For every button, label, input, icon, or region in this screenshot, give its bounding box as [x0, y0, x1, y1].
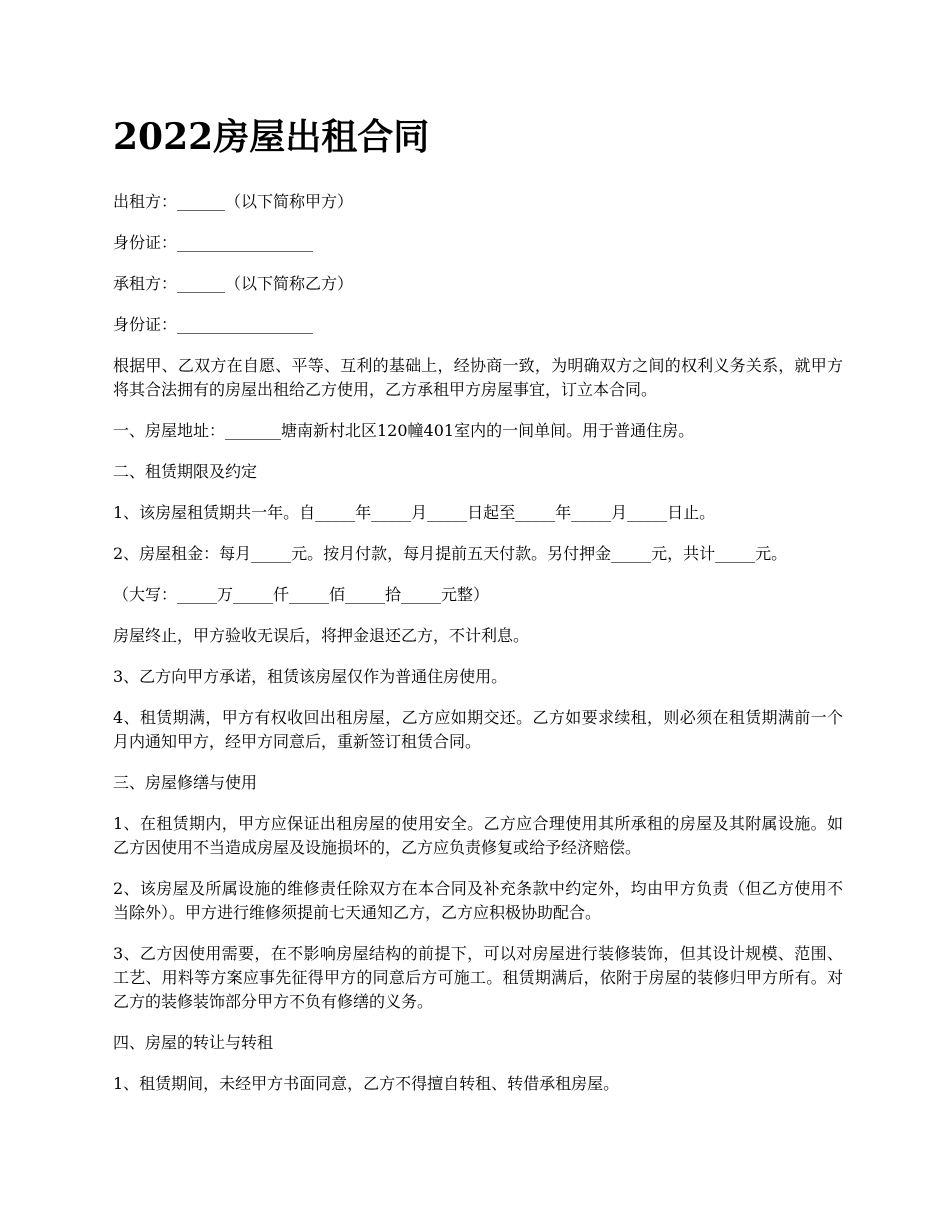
- deposit-return: 房屋终止，甲方验收无误后，将押金退还乙方，不计利息。: [113, 626, 530, 645]
- section-2-heading: 二、租赁期限及约定: [113, 462, 258, 481]
- lessor-line: 出租方：______（以下简称甲方）: [113, 192, 354, 211]
- clause-3-2-maintenance: 2、该房屋及所属设施的维修责任除双方在本合同及补充条款中约定外，均由甲方负责（但乙方使用不当除外）。甲方进行维修须提前七天通知乙方，乙方应积极协助配合。: [113, 879, 843, 922]
- clause-3-3-decoration: 3、乙方因使用需要，在不影响房屋结构的前提下，可以对房屋进行装修装饰，但其设计规模、范围、工艺、用料等方案应事先征得甲方的同意后方可施工。租赁期满后，依附于房屋的装修归甲方所有。对乙方的装修装饰部分甲方不负有修缮的义务。: [113, 944, 843, 1011]
- preamble-paragraph: 根据甲、乙双方在自愿、平等、互利的基础上，经协商一致，为明确双方之间的权利义务关系，就甲方将其合法拥有的房屋出租给乙方使用，乙方承租甲方房屋事宜，订立本合同。: [113, 356, 843, 399]
- section-1-address: 一、房屋地址：_______塘南新村北区120幢401室内的一间单间。用于普通住房。: [113, 421, 695, 440]
- section-3-heading: 三、房屋修缮与使用: [113, 773, 258, 792]
- document-page: [113, 112, 843, 1113]
- document-title: 2022房屋出租合同: [113, 116, 430, 158]
- clause-2-4-renewal: 4、租赁期满，甲方有权收回出租房屋，乙方应如期交还。乙方如要求续租，则必须在租赁期满前一个月内通知甲方，经甲方同意后，重新签订租赁合同。: [113, 708, 843, 751]
- lessee-line: 承租方：______（以下简称乙方）: [113, 274, 354, 293]
- clause-2-2-rent: 2、房屋租金：每月_____元。按月付款，每月提前五天付款。另付押金_____元，共计_____元。: [113, 544, 788, 563]
- clause-2-1-term: 1、该房屋租赁期共一年。自_____年_____月_____日起至_____年_____月_____日止。: [113, 503, 716, 522]
- clause-2-3-usage: 3、乙方向甲方承诺，租赁该房屋仅作为普通住房使用。: [113, 667, 508, 686]
- lessee-id-line: 身份证：_________________: [113, 315, 314, 334]
- section-4-heading: 四、房屋的转让与转租: [113, 1033, 274, 1052]
- lessor-id-line: 身份证：_________________: [113, 233, 314, 252]
- clause-3-1-safety: 1、在租赁期内，甲方应保证出租房屋的使用安全。乙方应合理使用其所承租的房屋及其附属设施。如乙方因使用不当造成房屋及设施损坏的，乙方应负责修复或给予经济赔偿。: [113, 814, 843, 857]
- rent-in-words: （大写：_____万_____仟_____佰_____拾_____元整）: [113, 585, 490, 604]
- clause-4-1-sublet: 1、租赁期间，未经甲方书面同意，乙方不得擅自转租、转借承租房屋。: [113, 1074, 620, 1093]
